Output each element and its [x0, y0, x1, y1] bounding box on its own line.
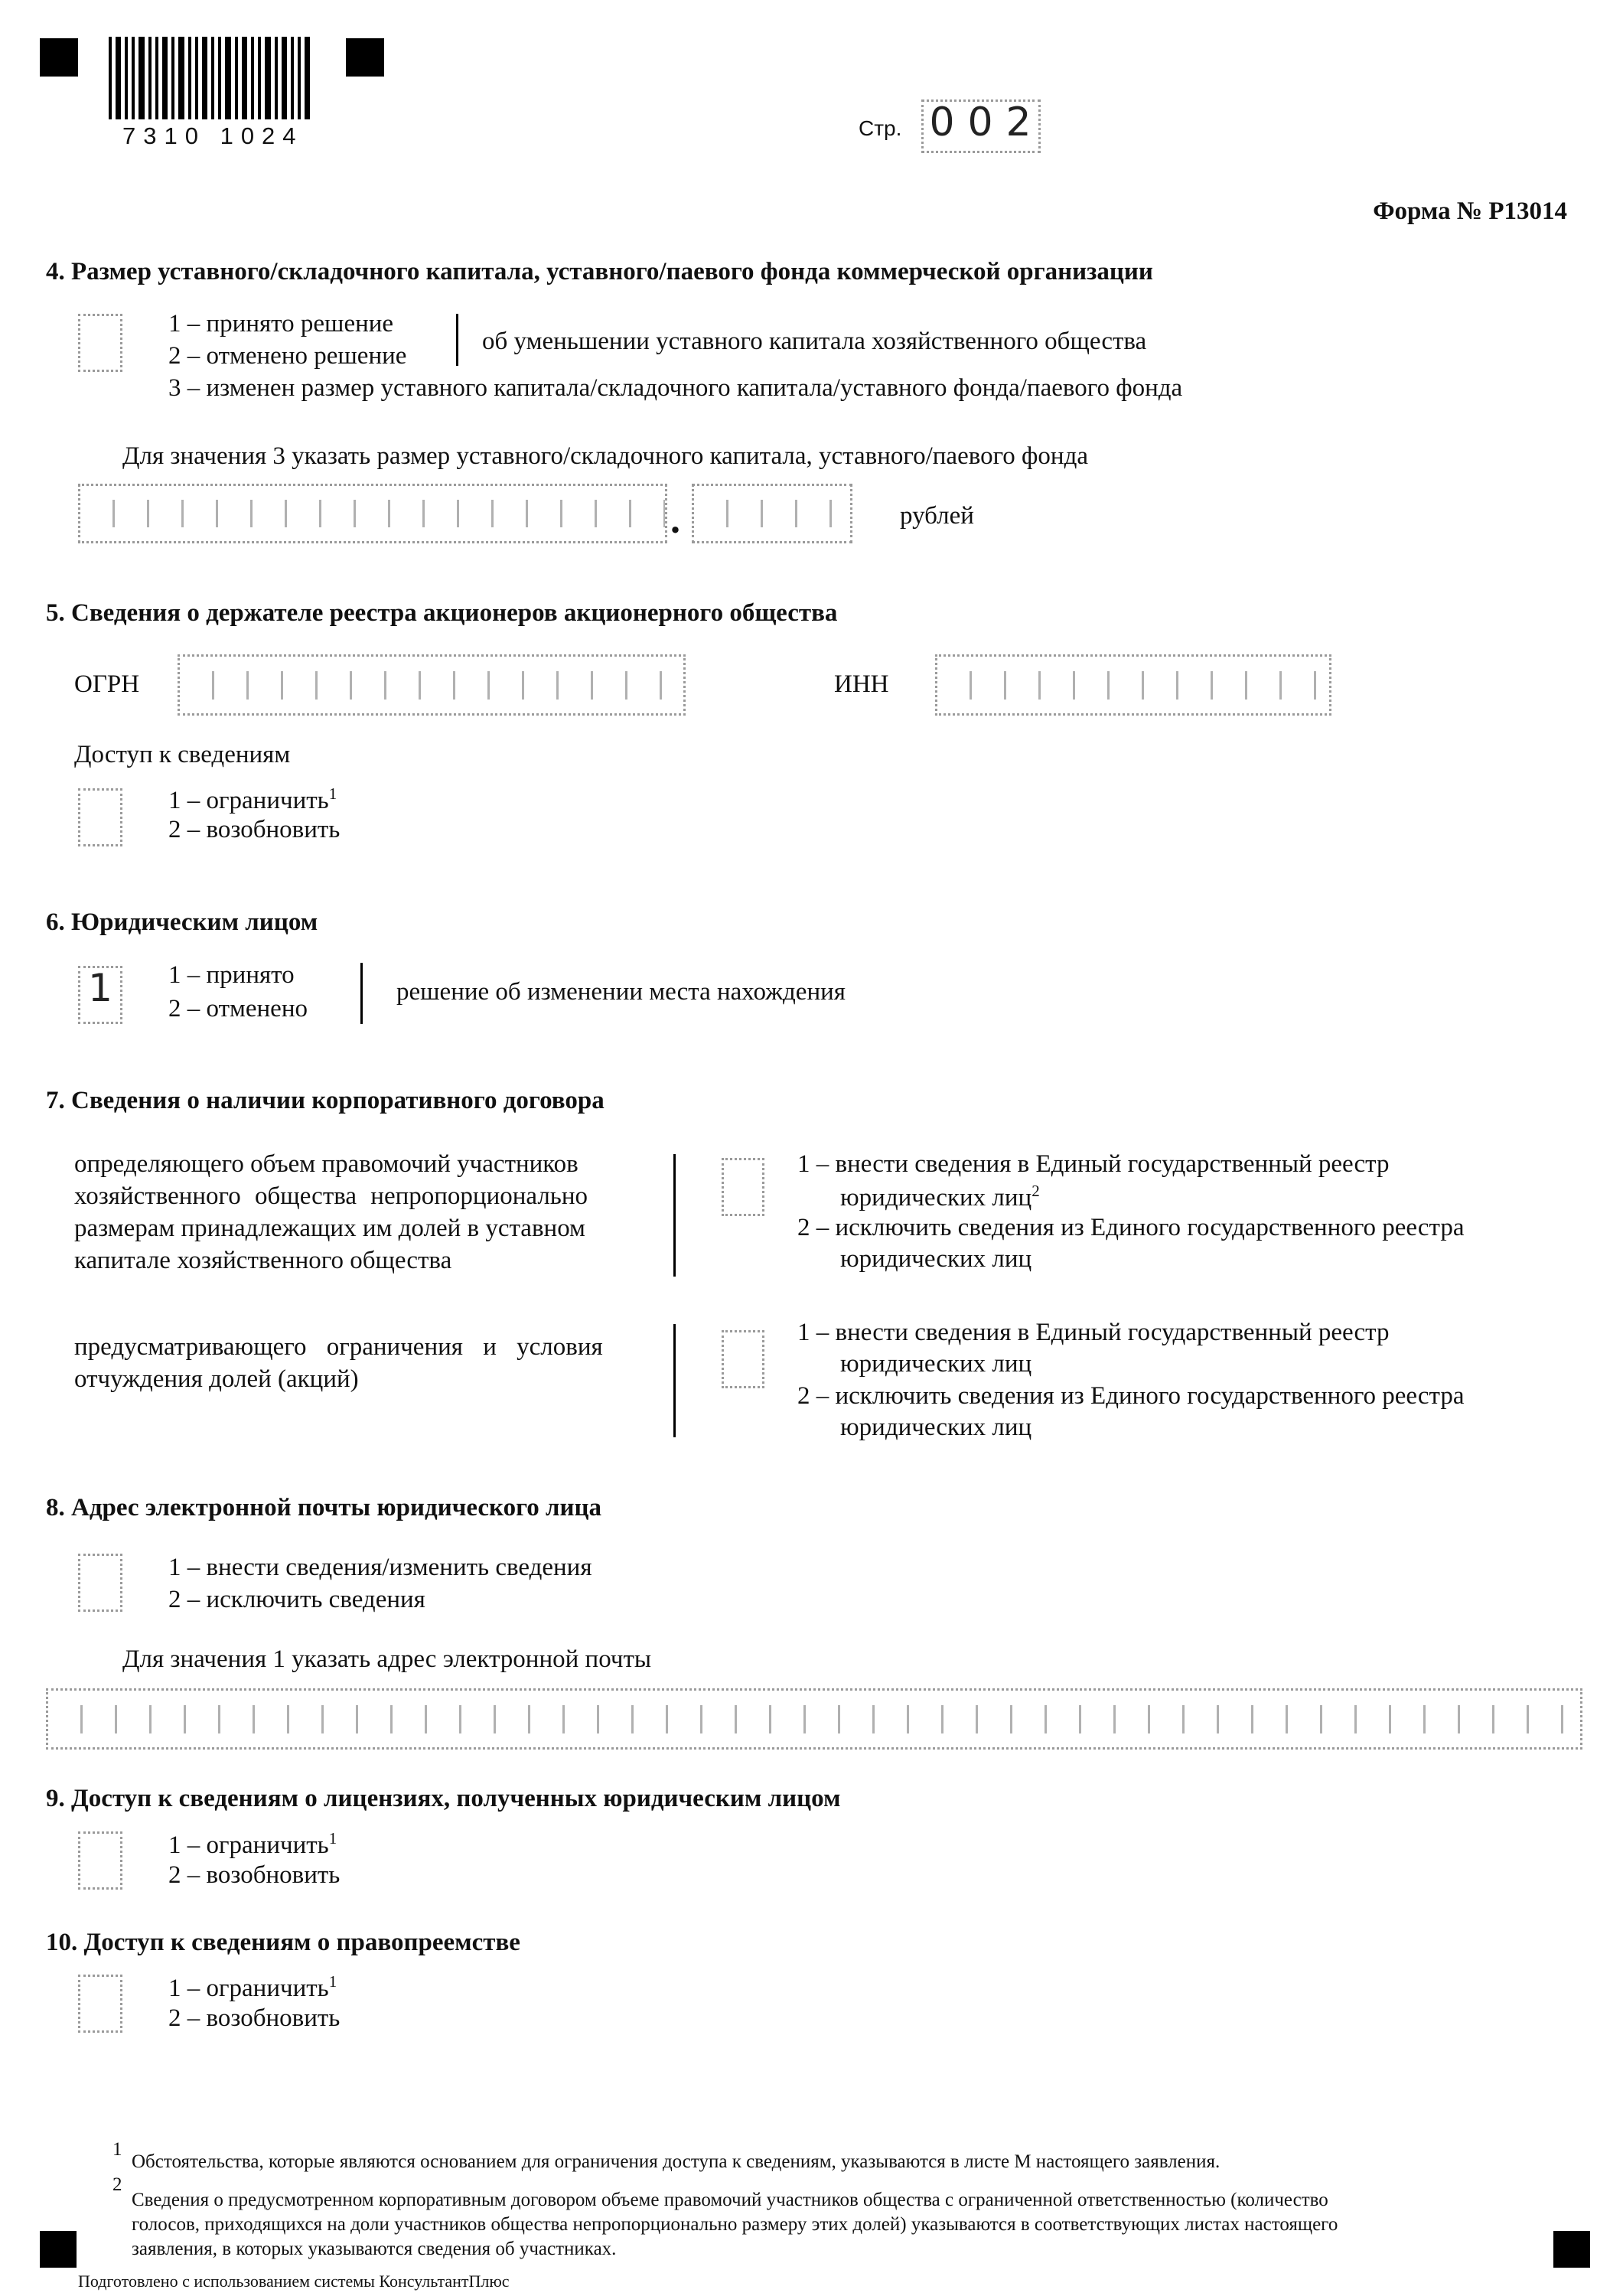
section10-option1-text: 1 – ограничить	[168, 1975, 329, 2002]
section8-option1: 1 – внести сведения/изменить сведения	[168, 1554, 592, 1581]
section5-option1-footnote: 1	[328, 784, 337, 803]
section7-block2-line1: предусматривающего ограничения и условия	[74, 1333, 603, 1361]
section7-b2-opt1-line1: 1 – внести сведения в Единый государственный реестр	[797, 1319, 1390, 1346]
page-label: Стр.	[859, 116, 902, 140]
section9-choice-field[interactable]	[78, 1831, 122, 1890]
section4-option1: 1 – принято решение	[168, 310, 394, 338]
barcode-number: 7310 1024	[122, 122, 304, 149]
section4-bracket-text: об уменьшении уставного капитала хозяйственного общества	[482, 328, 1147, 355]
section10-title: 10. Доступ к сведениям о правопреемстве	[46, 1929, 520, 1956]
section6-title: 6. Юридическим лицом	[46, 908, 318, 936]
registration-marker-top-right	[346, 38, 384, 77]
email-field[interactable]	[46, 1688, 1582, 1750]
section7-b1-opt2-line2: юридических лиц	[840, 1245, 1032, 1273]
form-title: Форма № Р13014	[1373, 197, 1567, 225]
section10-option1	[168, 1972, 337, 2003]
section6-value: 1	[88, 966, 112, 1010]
page-digit-2: 0	[967, 99, 993, 145]
inn-field[interactable]	[935, 654, 1331, 716]
section6-option1: 1 – принято	[168, 961, 295, 989]
section7-block2-bracket	[673, 1324, 676, 1437]
footnote2-mark: 2	[112, 2174, 122, 2195]
section9-option2: 2 – возобновить	[168, 1861, 341, 1889]
section4-note: Для значения 3 указать размер уставного/складочного капитала, уставного/паевого фонда	[122, 442, 1089, 470]
section5-title: 5. Сведения о держателе реестра акционеров акционерного общества	[46, 599, 838, 627]
section7-b1-opt2-line1: 2 – исключить сведения из Единого государственного реестра	[797, 1214, 1465, 1241]
section7-block1-line3: размерам принадлежащих им долей в уставном	[74, 1215, 585, 1242]
inn-label: ИНН	[834, 670, 889, 698]
registration-marker-top-left	[40, 38, 78, 77]
section6-bracket	[360, 963, 363, 1024]
section4-bracket	[456, 314, 458, 366]
section6-option2: 2 – отменено	[168, 995, 308, 1022]
ogrn-field[interactable]	[178, 654, 686, 716]
page-digit-1: 0	[929, 99, 955, 145]
section4-choice-field[interactable]	[78, 314, 122, 372]
section6-bracket-text: решение об изменении места нахождения	[396, 978, 846, 1006]
section9-title: 9. Доступ к сведениям о лицензиях, полученных юридическим лицом	[46, 1785, 841, 1812]
footnote2-line3: заявления, в которых указываются сведения об участниках.	[132, 2239, 617, 2259]
registration-marker-bottom-right	[1553, 2231, 1590, 2268]
barcode	[109, 37, 315, 119]
section7-b2-opt1-line2: юридических лиц	[840, 1350, 1032, 1378]
section7-block1-line1: определяющего объем правомочий участников	[74, 1150, 578, 1178]
section5-access-label: Доступ к сведениям	[74, 741, 291, 768]
section7-title: 7. Сведения о наличии корпоративного договора	[46, 1087, 605, 1114]
section5-option1-text: 1 – ограничить	[168, 787, 329, 814]
section7-block2-choice-field[interactable]	[722, 1330, 764, 1388]
capital-decimal-point: .	[670, 498, 680, 542]
section8-title: 8. Адрес электронной почты юридического лица	[46, 1494, 602, 1521]
section8-choice-field[interactable]	[78, 1554, 122, 1612]
section7-block2-line2: отчуждения долей (акций)	[74, 1365, 359, 1393]
section9-option1-text: 1 – ограничить	[168, 1831, 329, 1859]
footnote1-text: Обстоятельства, которые являются основанием для ограничения доступа к сведениям, указываются в листе М настоящего заявления.	[132, 2151, 1221, 2172]
section8-note: Для значения 1 указать адрес электронной почты	[122, 1645, 652, 1673]
section4-option3: 3 – изменен размер уставного капитала/складочного капитала/уставного фонда/паевого фонда	[168, 374, 1183, 402]
section9-option1	[168, 1829, 337, 1860]
section7-block1-line4: капитале хозяйственного общества	[74, 1247, 452, 1274]
section10-option2: 2 – возобновить	[168, 2004, 341, 2032]
section5-choice-field[interactable]	[78, 788, 122, 846]
footnote2-line2: голосов, приходящихся на доли участников общества непропорционально размеру этих долей) указываются в соответствующих листах настоящего	[132, 2214, 1338, 2235]
capital-rubles-field[interactable]	[78, 484, 667, 543]
section7-b2-opt2-line1: 2 – исключить сведения из Единого государственного реестра	[797, 1382, 1465, 1410]
section7-block1-bracket	[673, 1154, 676, 1277]
registration-marker-bottom-left	[40, 2231, 77, 2268]
section7-b1-opt1-line1: 1 – внести сведения в Единый государственный реестр	[797, 1150, 1390, 1178]
section8-option2: 2 – исключить сведения	[168, 1586, 425, 1613]
section7-b1-opt1-line2-text: юридических лиц	[840, 1184, 1032, 1212]
section5-option1	[168, 784, 337, 815]
ogrn-label: ОГРН	[74, 670, 140, 698]
section7-b1-opt1-line2	[840, 1182, 1040, 1212]
section5-option2: 2 – возобновить	[168, 816, 341, 843]
section4-option2: 2 – отменено решение	[168, 342, 407, 370]
section7-block1-choice-field[interactable]	[722, 1158, 764, 1216]
section7-block1-line2: хозяйственного общества непропорционально	[74, 1182, 588, 1210]
section9-option1-footnote: 1	[328, 1829, 337, 1848]
footnote2-line1: Сведения о предусмотренном корпоративным договором объеме правомочий участников общества с ограниченной ответственностью (количество	[132, 2190, 1328, 2210]
section10-choice-field[interactable]	[78, 1975, 122, 2033]
section10-option1-footnote: 1	[328, 1972, 337, 1991]
footnote1-mark: 1	[112, 2139, 122, 2160]
prepared-with-notice: Подготовлено с использованием системы КонсультантПлюс	[78, 2272, 510, 2291]
capital-kopecks-field[interactable]	[692, 484, 852, 543]
capital-currency: рублей	[900, 502, 974, 530]
section7-b1-opt1-footnote: 2	[1031, 1182, 1040, 1200]
page-digit-3: 2	[1005, 99, 1031, 145]
section4-title: 4. Размер уставного/складочного капитала, уставного/паевого фонда коммерческой организации	[46, 258, 1153, 285]
section7-b2-opt2-line2: юридических лиц	[840, 1414, 1032, 1441]
